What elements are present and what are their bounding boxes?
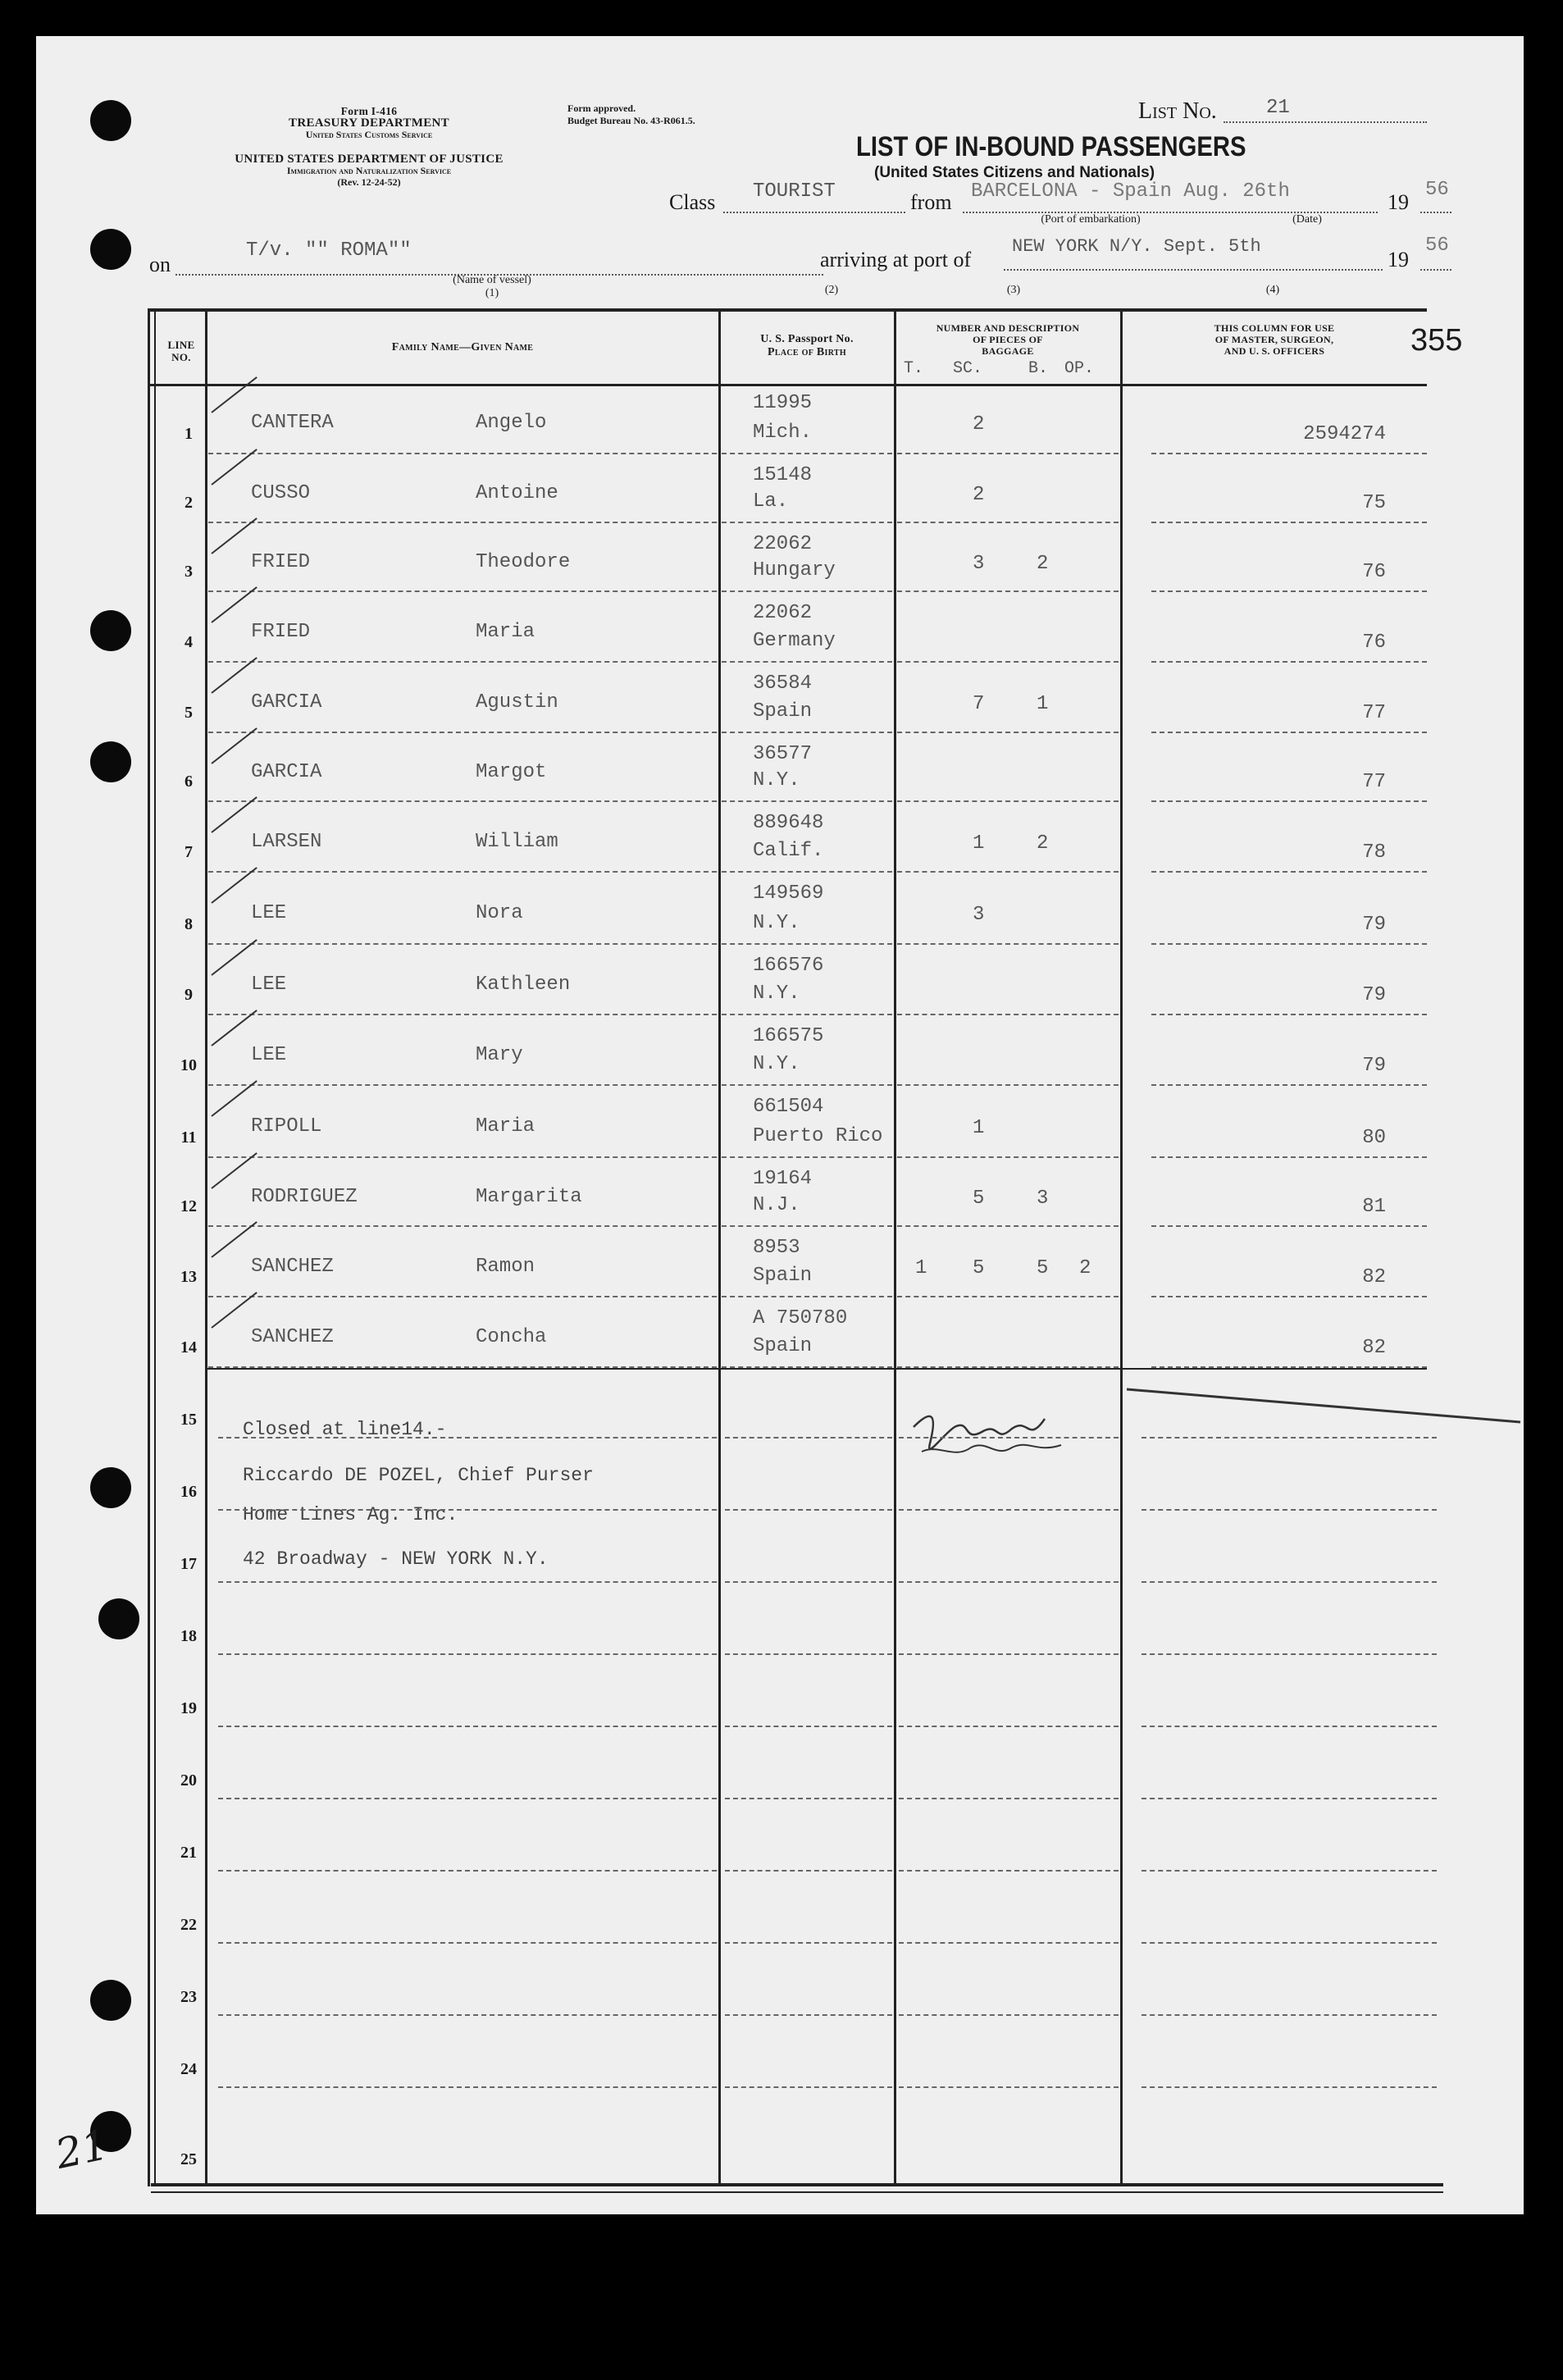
caption-1: (1) — [485, 287, 499, 299]
bag-col-t: T. — [904, 359, 924, 378]
row-separator — [1151, 522, 1427, 523]
row-separator — [208, 1225, 717, 1227]
row-separator — [218, 1509, 717, 1511]
baggage-op: 2 — [1079, 1257, 1091, 1280]
officer-number: 82 — [1362, 1266, 1386, 1288]
row-separator — [1141, 1726, 1437, 1727]
line-number: 12 — [180, 1197, 197, 1215]
line-number: 5 — [185, 704, 193, 722]
baggage-sc: 2 — [973, 413, 985, 436]
passport-number: 22062 — [753, 602, 813, 624]
row-separator — [218, 1870, 717, 1872]
punch-hole — [90, 610, 131, 651]
given-name: Nora — [476, 902, 523, 925]
row-separator — [1141, 2086, 1437, 2088]
document-sheet — [36, 36, 1524, 2214]
row-separator — [897, 1225, 1119, 1227]
row-separator — [899, 1437, 1119, 1438]
family-name: FRIED — [251, 551, 311, 574]
row-separator — [722, 661, 892, 663]
family-name: LEE — [251, 1044, 287, 1067]
baggage-b: 2 — [1037, 553, 1049, 576]
baggage-sc: 3 — [973, 904, 985, 927]
punch-hole — [90, 1980, 131, 2021]
given-name: William — [476, 831, 558, 854]
row-separator — [218, 1942, 717, 1944]
budget-bureau: Budget Bureau No. 43-R061.5. — [567, 115, 695, 126]
baggage-sc: 3 — [973, 553, 985, 576]
row-separator — [722, 1014, 892, 1015]
row-separator — [218, 1798, 717, 1799]
caption-3: (3) — [1006, 284, 1021, 296]
family-name: CUSSO — [251, 482, 311, 505]
passport-number: 11995 — [753, 392, 813, 414]
row-separator — [218, 1726, 717, 1727]
row-separator — [725, 1509, 892, 1511]
year-line-2 — [1420, 269, 1451, 271]
ins-service: Immigration and Naturalization Service — [286, 165, 452, 176]
baggage-b: 3 — [1037, 1188, 1049, 1211]
closing-stroke — [1127, 1386, 1537, 1435]
table-bottom-border-2 — [151, 2191, 1443, 2193]
margin-note: 21 — [51, 2121, 112, 2178]
bag-col-sc: SC. — [953, 359, 983, 378]
list-no-value: 21 — [1266, 97, 1290, 119]
row-separator — [899, 1798, 1119, 1799]
given-name: Kathleen — [476, 973, 571, 996]
line-number: 13 — [180, 1268, 197, 1286]
place-of-birth: Puerto Rico — [753, 1125, 883, 1147]
row-separator — [208, 590, 717, 592]
row-separator — [218, 1581, 717, 1583]
baggage-t: 1 — [915, 1257, 927, 1280]
line-number: 7 — [185, 843, 193, 861]
form-number: Form I-416 — [340, 105, 398, 117]
row-separator — [899, 2014, 1119, 2016]
baggage-sc: 5 — [973, 1188, 985, 1211]
from-label: from — [910, 190, 952, 214]
passport-number: 166575 — [753, 1025, 824, 1047]
officer-number: 79 — [1362, 914, 1386, 936]
col-header-name: Family Name—Given Name — [391, 341, 534, 353]
row-separator — [218, 2086, 717, 2088]
col-header-baggage: NUMBER AND DESCRIPTION OF PIECES OF BAGGAGE — [936, 322, 1080, 357]
line-number: 21 — [180, 1844, 197, 1862]
officer-number: 75 — [1362, 492, 1386, 514]
row-separator — [899, 1726, 1119, 1727]
place-of-birth: N.J. — [753, 1194, 800, 1216]
treasury-dept: TREASURY DEPARTMENT — [289, 116, 449, 130]
row-separator — [1151, 800, 1427, 802]
officer-number: 79 — [1362, 1055, 1386, 1077]
given-name: Mary — [476, 1044, 523, 1067]
closing-line-2: Riccardo DE POZEL, Chief Purser — [243, 1465, 594, 1486]
row-separator — [725, 2086, 892, 2088]
class-label: Class — [669, 190, 716, 214]
place-of-birth: Germany — [753, 630, 836, 652]
year-line — [1420, 212, 1451, 213]
row-separator — [1151, 1084, 1427, 1086]
closing-line-4: 42 Broadway - NEW YORK N.Y. — [243, 1548, 549, 1570]
row-separator — [897, 1014, 1119, 1015]
row-separator — [722, 453, 892, 454]
row-separator — [897, 453, 1119, 454]
baggage-sc: 1 — [973, 832, 985, 855]
given-name: Maria — [476, 621, 535, 644]
port-embark-caption: (Port of embarkation) — [1041, 213, 1141, 226]
passport-number: 166576 — [753, 955, 824, 977]
passport-number: 15148 — [753, 464, 813, 486]
row-separator — [722, 800, 892, 802]
row-separator — [1151, 661, 1427, 663]
row-separator — [722, 1156, 892, 1158]
year-value-2: 56 — [1425, 235, 1449, 257]
line-number: 25 — [180, 2150, 197, 2168]
passport-number: 149569 — [753, 882, 824, 905]
punch-hole — [90, 100, 131, 141]
page-title: LIST OF IN-BOUND PASSENGERS — [856, 131, 1246, 162]
row-separator — [899, 1942, 1119, 1944]
page-subtitle: (United States Citizens and Nationals) — [874, 164, 1155, 181]
date-caption: (Date) — [1292, 213, 1322, 226]
given-name: Antoine — [476, 482, 558, 505]
row-separator — [897, 871, 1119, 873]
row-separator — [1151, 590, 1427, 592]
row-separator — [725, 2014, 892, 2016]
row-separator — [1151, 871, 1427, 873]
vessel-caption: (Name of vessel) — [453, 274, 531, 286]
row-separator — [208, 1084, 717, 1086]
revision: (Rev. 12-24-52) — [337, 176, 401, 188]
line-number: 14 — [180, 1338, 197, 1356]
line-number: 18 — [180, 1627, 197, 1645]
line-number: 24 — [180, 2060, 197, 2078]
row-separator — [725, 1798, 892, 1799]
row-separator — [1151, 1225, 1427, 1227]
row-separator — [897, 943, 1119, 945]
passport-number: 19164 — [753, 1168, 813, 1190]
place-of-birth: N.Y. — [753, 912, 800, 934]
line-number: 19 — [180, 1699, 197, 1717]
family-name: GARCIA — [251, 761, 322, 784]
class-line — [723, 212, 905, 213]
caption-2: (2) — [824, 284, 839, 296]
col-header-officers: THIS COLUMN FOR USE OF MASTER, SURGEON, AND U. S. OFFICERS — [1214, 322, 1335, 357]
row-separator — [208, 732, 717, 733]
row-separator — [899, 1870, 1119, 1872]
row-separator — [897, 1084, 1119, 1086]
family-name: RIPOLL — [251, 1115, 322, 1138]
place-of-birth: N.Y. — [753, 769, 800, 791]
row-separator — [899, 1509, 1119, 1511]
officer-number: 77 — [1362, 771, 1386, 793]
line-number: 23 — [180, 1988, 197, 2006]
col-divider-passport — [894, 308, 896, 2186]
row-separator — [897, 732, 1119, 733]
row-separator — [722, 943, 892, 945]
from-value: BARCELONA - Spain Aug. 26th — [971, 180, 1290, 203]
arriving-label: arriving at port of — [820, 248, 972, 271]
row-separator — [897, 1156, 1119, 1158]
line-number: 17 — [180, 1555, 197, 1573]
col-divider-name — [718, 308, 721, 2186]
bag-col-op: OP. — [1064, 359, 1095, 378]
row-separator — [899, 1581, 1119, 1583]
family-name: LEE — [251, 973, 287, 996]
row-separator — [899, 1653, 1119, 1655]
row-separator — [1141, 2014, 1437, 2016]
given-name: Theodore — [476, 551, 571, 574]
officer-number: 79 — [1362, 984, 1386, 1006]
row-separator — [897, 522, 1119, 523]
year-prefix: 19 — [1388, 190, 1409, 214]
passport-number: 661504 — [753, 1096, 824, 1118]
baggage-b: 2 — [1037, 832, 1049, 855]
place-of-birth: La. — [753, 490, 789, 513]
family-name: LEE — [251, 902, 287, 925]
row-separator — [725, 1437, 892, 1438]
row-separator — [218, 1653, 717, 1655]
row-separator — [1151, 732, 1427, 733]
row-separator — [897, 661, 1119, 663]
row-separator — [1141, 1870, 1437, 1872]
arriving-line — [1004, 269, 1383, 271]
year-value: 56 — [1425, 179, 1449, 201]
line-number: 20 — [180, 1771, 197, 1790]
baggage-sc: 1 — [973, 1117, 985, 1140]
line-number: 22 — [180, 1916, 197, 1934]
punch-hole — [90, 229, 131, 270]
row-separator — [897, 800, 1119, 802]
passport-number: 36577 — [753, 743, 813, 765]
baggage-sc: 5 — [973, 1257, 985, 1280]
officer-number: 82 — [1362, 1337, 1386, 1359]
officer-signature — [905, 1402, 1069, 1468]
row-separator — [899, 2086, 1119, 2088]
given-name: Angelo — [476, 412, 547, 435]
row-separator — [722, 871, 892, 873]
row-separator — [1141, 1942, 1437, 1944]
line-number: 6 — [185, 773, 193, 791]
row-separator — [722, 522, 892, 523]
punch-hole — [98, 1598, 139, 1639]
list-no-line — [1224, 121, 1427, 123]
form-approved: Form approved. — [567, 103, 636, 114]
officer-number: 81 — [1362, 1196, 1386, 1218]
baggage-b: 5 — [1037, 1257, 1049, 1280]
closing-line-1: Closed at line14.- — [243, 1419, 447, 1440]
line-number: 16 — [180, 1483, 197, 1501]
col-divider-lineno — [205, 308, 207, 2186]
family-name: CANTERA — [251, 412, 334, 435]
line-number: 2 — [185, 494, 193, 512]
year-prefix-2: 19 — [1388, 248, 1409, 271]
family-name: FRIED — [251, 621, 311, 644]
baggage-sc: 2 — [973, 484, 985, 507]
line-number: 1 — [185, 425, 193, 443]
row-separator — [1151, 453, 1427, 454]
officer-number: 78 — [1362, 841, 1386, 864]
row-separator — [218, 2014, 717, 2016]
place-of-birth: Spain — [753, 700, 813, 723]
row-separator — [208, 1296, 717, 1297]
place-of-birth: Spain — [753, 1265, 813, 1287]
row-separator — [722, 1225, 892, 1227]
table-left-border-inner — [154, 308, 156, 2186]
officer-number: 76 — [1362, 561, 1386, 583]
row-separator — [1151, 943, 1427, 945]
customs-service: United States Customs Service — [305, 129, 433, 140]
row-separator — [722, 1296, 892, 1297]
table-top-border — [148, 308, 1427, 312]
bag-col-b: B. — [1028, 359, 1049, 378]
row-separator — [1141, 1581, 1437, 1583]
closed-row-line — [205, 1368, 1427, 1370]
passport-number: 8953 — [753, 1237, 800, 1259]
passport-number: 36584 — [753, 673, 813, 695]
place-of-birth: N.Y. — [753, 1053, 800, 1075]
passport-number: A 750780 — [753, 1307, 848, 1329]
line-number: 10 — [180, 1056, 197, 1074]
check-mark — [211, 376, 257, 413]
punch-hole — [90, 741, 131, 782]
place-of-birth: Calif. — [753, 840, 824, 862]
line-number: 9 — [185, 986, 193, 1004]
col-header-line-no: LINE NO. — [167, 339, 195, 363]
line-number: 11 — [180, 1128, 197, 1147]
row-separator — [725, 1581, 892, 1583]
officer-number: 76 — [1362, 631, 1386, 654]
closing-line-3: Home Lines Ag. Inc. — [243, 1504, 458, 1525]
row-separator — [208, 943, 717, 945]
officer-number: 80 — [1362, 1127, 1386, 1149]
family-name: SANCHEZ — [251, 1326, 334, 1349]
given-name: Maria — [476, 1115, 535, 1138]
caption-4: (4) — [1265, 284, 1280, 296]
row-separator — [208, 522, 717, 523]
row-separator — [725, 1653, 892, 1655]
row-separator — [725, 1870, 892, 1872]
on-label: on — [149, 253, 171, 276]
place-of-birth: N.Y. — [753, 983, 800, 1005]
officer-number: 2594274 — [1303, 423, 1386, 445]
row-separator — [722, 1084, 892, 1086]
col-divider-baggage — [1120, 308, 1123, 2186]
passport-number: 889648 — [753, 812, 824, 834]
col-header-passport: U. S. Passport No. Place of Birth — [760, 333, 854, 359]
given-name: Agustin — [476, 691, 558, 714]
page-stamp: 355 — [1410, 323, 1463, 358]
given-name: Margarita — [476, 1186, 582, 1209]
row-separator — [1141, 1798, 1437, 1799]
family-name: RODRIGUEZ — [251, 1186, 358, 1209]
baggage-b: 1 — [1037, 693, 1049, 716]
place-of-birth: Mich. — [753, 422, 813, 444]
given-name: Ramon — [476, 1256, 535, 1279]
row-separator — [1151, 1156, 1427, 1158]
justice-dept: UNITED STATES DEPARTMENT OF JUSTICE — [235, 153, 504, 166]
row-separator — [218, 1437, 717, 1438]
family-name: GARCIA — [251, 691, 322, 714]
line-number: 15 — [180, 1411, 197, 1429]
header-bottom-border — [148, 384, 1427, 386]
row-separator — [1141, 1437, 1437, 1438]
family-name: LARSEN — [251, 831, 322, 854]
baggage-sc: 7 — [973, 693, 985, 716]
line-number: 4 — [185, 633, 193, 651]
row-separator — [208, 661, 717, 663]
arriving-value: NEW YORK N/Y. Sept. 5th — [1012, 236, 1261, 257]
punch-hole — [90, 1467, 131, 1508]
row-separator — [1151, 1296, 1427, 1297]
vessel-value: T/v. "" ROMA"" — [246, 239, 412, 262]
family-name: SANCHEZ — [251, 1256, 334, 1279]
row-separator — [722, 732, 892, 733]
row-separator — [208, 1014, 717, 1015]
row-separator — [208, 1156, 717, 1158]
officer-number: 77 — [1362, 702, 1386, 724]
table-left-border — [148, 308, 150, 2186]
row-separator — [725, 1942, 892, 1944]
given-name: Concha — [476, 1326, 547, 1349]
row-separator — [1141, 1509, 1437, 1511]
place-of-birth: Spain — [753, 1335, 813, 1357]
line-number: 3 — [185, 563, 193, 581]
list-no-label: List No. — [1138, 98, 1217, 124]
row-separator — [208, 453, 717, 454]
line-number: 8 — [185, 915, 193, 933]
row-separator — [725, 1726, 892, 1727]
row-separator — [897, 1296, 1119, 1297]
row-separator — [722, 590, 892, 592]
given-name: Margot — [476, 761, 547, 784]
row-separator — [208, 800, 717, 802]
row-separator — [897, 590, 1119, 592]
row-separator — [1141, 1653, 1437, 1655]
class-value: TOURIST — [753, 180, 836, 203]
passport-number: 22062 — [753, 533, 813, 555]
row-separator — [1151, 1014, 1427, 1015]
table-bottom-border — [151, 2183, 1443, 2186]
place-of-birth: Hungary — [753, 559, 836, 581]
row-separator — [208, 871, 717, 873]
